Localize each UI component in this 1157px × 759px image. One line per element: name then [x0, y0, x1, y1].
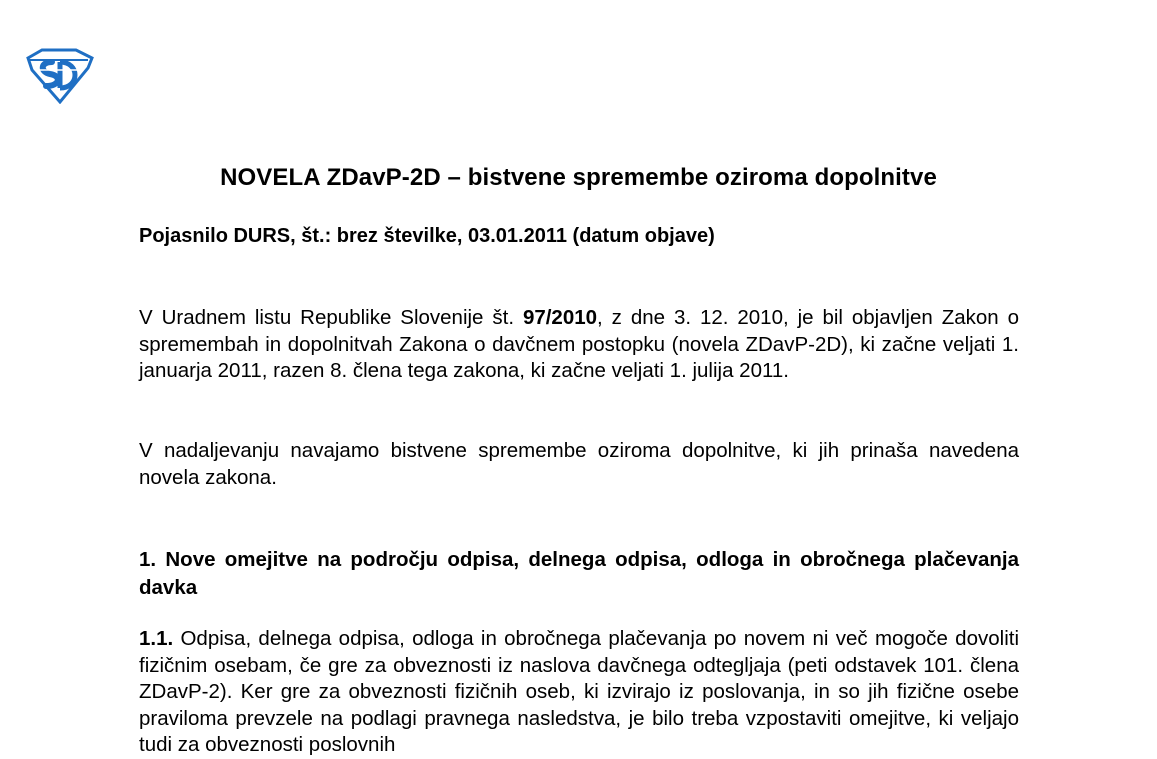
document-subtitle: Pojasnilo DURS, št.: brez številke, 03.01.2011 (datum objave): [139, 225, 715, 247]
company-logo: [22, 48, 96, 104]
paragraph-intro-start: V Uradnem listu Republike Slovenije št.: [139, 306, 523, 329]
section-1-1-paragraph: [139, 626, 1019, 759]
paragraph-intro: [139, 305, 1019, 385]
paragraph-intro-end: , z dne 3. 12. 2010, je bil objavljen Zakon o spremembah in dopolnitvah Zakona o davčnem postopku (novela ZDavP-2D), ki začne veljati 1. januarja 2011, razen 8. člena tega zakona, ki začne veljati 1. julija 2011.: [139, 306, 1019, 382]
section-1-heading: 1. Nove omejitve na področju odpisa, delnega odpisa, odloga in obročnega plačevanja davka: [139, 548, 1019, 599]
gazette-number: 97/2010: [522, 306, 598, 329]
section-1-1-number: 1.1.: [139, 627, 174, 650]
document-title: NOVELA ZDavP-2D – bistvene spremembe oziroma dopolnitve: [220, 164, 937, 191]
section-1-1-text: Odpisa, delnega odpisa, odloga in obročnega plačevanja po novem ni več mogoče dovoliti fizičnim osebam, če gre za obveznosti iz naslova davčnega odtegljaja (peti odstavek 101. člena ZDavP-2). Ker gre za obveznosti fizičnih oseb, ki izvirajo iz poslovanja, in so jih fizične osebe praviloma prevzele na podlagi pravnega nasledstva, je bilo treba vzpostaviti omejitve, ki veljajo tudi za obveznosti poslovnih: [139, 627, 1019, 756]
paragraph-overview: V nadaljevanju navajamo bistvene spremembe oziroma dopolnitve, ki jih prinaša navedena novela zakona.: [139, 439, 1019, 489]
